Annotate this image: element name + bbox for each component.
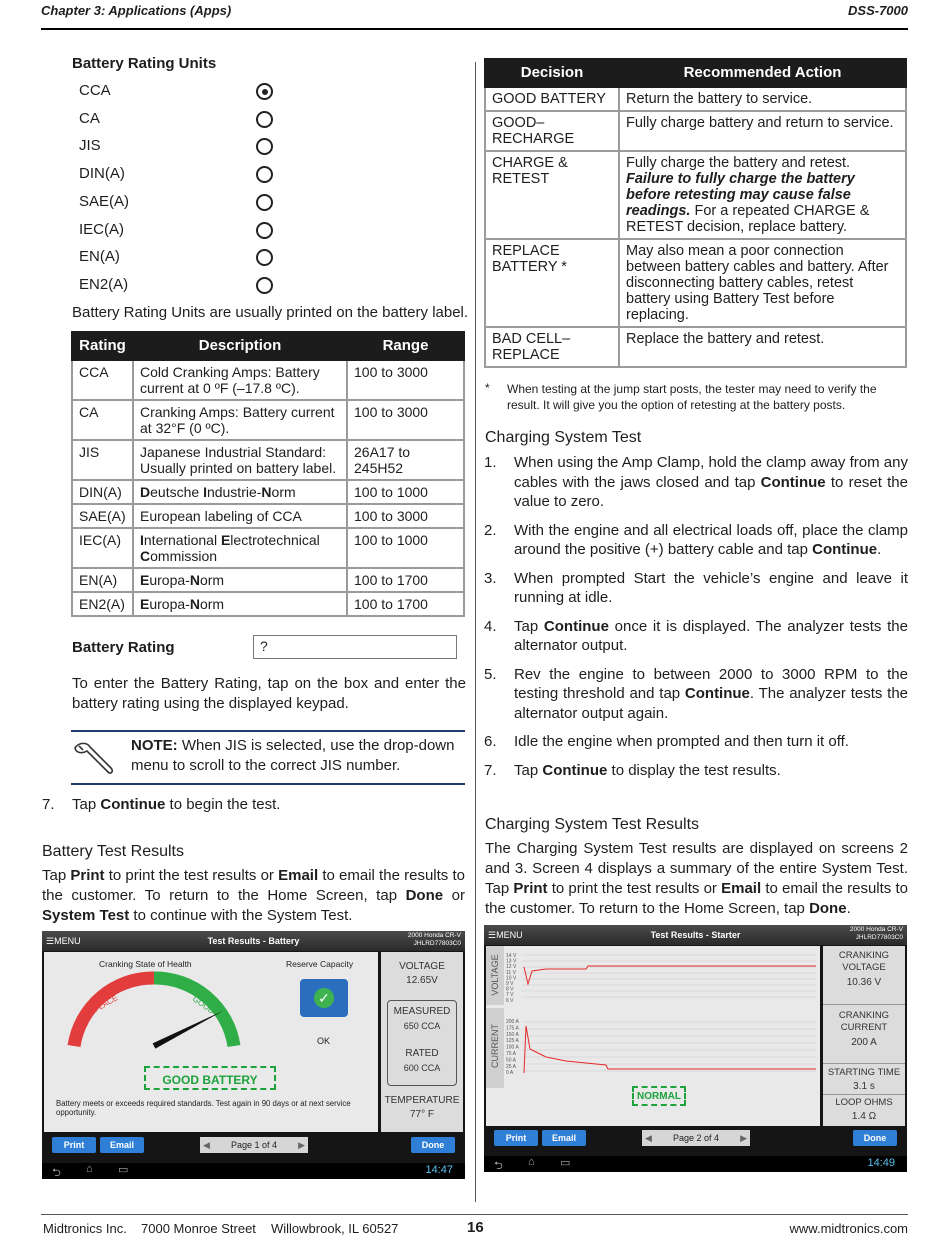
note-text	[131, 736, 465, 776]
rating-unit-option[interactable]	[79, 276, 279, 296]
back-icon[interactable]: ⮌	[494, 1160, 503, 1172]
description-cell: Deutsche Industrie-Norm	[133, 480, 347, 504]
rc-value: OK	[317, 1036, 331, 1046]
email-button[interactable]: Email	[542, 1130, 586, 1146]
results-sidebar	[823, 946, 905, 1126]
decision-cell: GOOD BATTERY	[485, 87, 619, 111]
gauge-needle	[153, 1011, 224, 1049]
table-row	[485, 111, 906, 151]
voltage-label: VOLTAGE	[399, 961, 445, 972]
decision-cell: CHARGE & RETEST	[485, 151, 619, 239]
rating-unit-option[interactable]	[79, 137, 279, 157]
decision-header: Decision	[485, 59, 619, 87]
page-indicator: ◀ Page 2 of 4 ▶	[642, 1130, 750, 1146]
voltage-tick-label: 9 V	[506, 981, 514, 987]
description-cell: Europa-Norm	[133, 592, 347, 616]
starter-results-screenshot	[484, 925, 907, 1172]
decision-badge: GOOD BATTERY	[144, 1066, 276, 1090]
current-tick-label: 0 A	[506, 1070, 514, 1077]
screen-topbar	[42, 931, 465, 951]
voltage-tick-label: 14 V	[506, 953, 517, 959]
measured-value: 650 CCA	[403, 1021, 441, 1031]
menu-button[interactable]: ☰MENU	[46, 936, 81, 946]
step-7-number: 7.	[42, 796, 55, 813]
column-divider	[475, 62, 476, 1202]
voltage-tick-label: 8 V	[506, 986, 514, 993]
footer-city: Willowbrook, IL 60527	[271, 1221, 399, 1236]
charging-step: 6. Idle the engine when prompted and then turn it off.	[484, 733, 849, 750]
screen-title: Test Results - Battery	[207, 936, 300, 946]
page-indicator: ◀ Page 1 of 4 ▶	[200, 1137, 308, 1153]
charging-results-title: Charging System Test Results	[485, 816, 700, 833]
battery-icon: ✓	[300, 979, 348, 1017]
current-tick-label: 100 A	[506, 1044, 519, 1051]
decision-cell: REPLACE BATTERY *	[485, 239, 619, 327]
battery-rating-instructions: To enter the Battery Rating, tap on the box and enter the battery rating using the displayed keypad.	[72, 675, 466, 712]
prev-page-icon[interactable]: ◀	[203, 1140, 210, 1150]
measured-label: MEASURED	[393, 1006, 451, 1017]
current-tick-label: 200 A	[506, 1019, 519, 1025]
next-page-icon[interactable]: ▶	[740, 1133, 747, 1143]
starting-time-label: STARTING TIME	[827, 1067, 901, 1078]
rating-unit-label: CCA	[79, 82, 111, 99]
battery-results-text: Tap Print to print the test results or Email to email the results to the customer. To return to the Home Screen, tap Done or System Test to continue with the System Test.	[42, 867, 465, 924]
decision-table	[484, 58, 907, 368]
rating-unit-label: CA	[79, 109, 100, 127]
temperature-label: TEMPERATURE	[384, 1095, 460, 1106]
cranking-current-label: CRANKING CURRENT	[838, 1010, 890, 1033]
home-icon[interactable]: ⌂	[528, 1156, 535, 1168]
current-tick-label: 150 A	[506, 1031, 519, 1038]
battery-rating-input[interactable]: ?	[253, 635, 457, 659]
footer-url: www.midtronics.com	[789, 1221, 908, 1236]
rating-unit-label: SAE(A)	[79, 192, 130, 210]
loop-ohms-value: 1.4 Ω	[851, 1111, 877, 1122]
current-tick-label: 25 A	[506, 1063, 517, 1070]
clock: 14:47	[425, 1164, 453, 1176]
note-prefix: NOTE:	[131, 737, 178, 754]
rating-cell: JIS	[72, 440, 133, 480]
rating-header: Rating	[72, 332, 133, 360]
voltage-tick-label: 11 V	[506, 969, 516, 976]
rated-value: 600 CCA	[403, 1063, 441, 1073]
rating-cell: EN2(A)	[72, 592, 133, 616]
action-cell: Fully charge the battery and retest. Failure to fully charge the battery before retesting may cause false readings. For a repeated CHARGE & RETEST decision, replace battery.	[619, 151, 906, 239]
rating-unit-label: EN(A)	[79, 248, 120, 266]
footer-street: 7000 Monroe Street	[141, 1221, 256, 1236]
charging-step: 4. Tap Continue once it is displayed. The analyzer tests the alternator output.	[484, 617, 908, 654]
range-header: Range	[347, 332, 464, 360]
radio-button[interactable]	[256, 222, 273, 239]
page-number: 16	[467, 1219, 484, 1236]
charging-results-text: The Charging System Test results are displayed on screens 2 and 3. Screen 4 displays a summary of the entire System Test. Tap Print to print the test results or Email to email the results to the customer. To return to the Home Screen, tap Done.	[485, 840, 908, 917]
current-tick-label: 125 A	[506, 1038, 519, 1045]
footer-company: Midtronics Inc.	[43, 1221, 127, 1236]
footnote-mark: *	[485, 381, 490, 395]
radio-button[interactable]	[256, 111, 273, 128]
radio-button[interactable]	[256, 194, 273, 211]
rating-cell: SAE(A)	[72, 504, 133, 528]
header-rule	[41, 28, 908, 30]
range-cell: 100 to 1000	[347, 528, 464, 568]
decision-cell: GOOD–RECHARGE	[485, 111, 619, 151]
action-cell: Fully charge battery and return to service.	[619, 111, 906, 151]
current-trace	[524, 1026, 816, 1073]
rating-unit-option[interactable]	[79, 110, 279, 130]
clock: 14:49	[867, 1157, 895, 1169]
range-cell: 100 to 1000	[347, 480, 464, 504]
table-row	[485, 87, 906, 111]
health-gauge	[64, 970, 244, 1050]
cca-box	[387, 1000, 457, 1086]
rating-unit-option[interactable]	[79, 82, 279, 102]
charging-step: 3. When prompted Start the vehicle’s engine and leave it running at idle.	[484, 569, 908, 606]
back-icon[interactable]: ⮌	[52, 1167, 61, 1179]
voltage-tick-label: 7 V	[506, 992, 514, 999]
radio-button[interactable]	[256, 249, 273, 266]
description-cell: Cold Cranking Amps: Battery current at 0 ºF (–17.8 ºC).	[133, 360, 347, 400]
print-button[interactable]: Print	[494, 1130, 538, 1146]
gauge-replace-label: REPLACE	[82, 993, 120, 1020]
table-row	[485, 327, 906, 367]
current-tick-label: 175 A	[506, 1025, 519, 1032]
recent-apps-icon[interactable]: ▭	[118, 1164, 129, 1176]
radio-button[interactable]	[256, 166, 273, 183]
rating-cell: CA	[72, 400, 133, 440]
soh-label: Cranking State of Health	[99, 959, 192, 969]
loop-ohms-label: LOOP OHMS	[835, 1097, 893, 1108]
table-row	[72, 504, 464, 528]
footnote-text: When testing at the jump start posts, the tester may need to verify the result. It will give you the option of retesting at the battery posts.	[507, 382, 877, 412]
results-sidebar	[381, 952, 463, 1132]
print-button[interactable]: Print	[52, 1137, 96, 1153]
description-cell: European labeling of CCA	[133, 504, 347, 528]
range-cell: 100 to 3000	[347, 504, 464, 528]
step-7-text: Tap Continue to begin the test.	[72, 796, 281, 813]
range-cell: 100 to 3000	[347, 360, 464, 400]
current-tick-label: 50 A	[506, 1057, 517, 1064]
rating-unit-label: JIS	[79, 137, 101, 155]
table-row	[72, 568, 464, 592]
gauge-good-label: GOOD	[190, 994, 217, 1016]
battery-results-title: Battery Test Results	[42, 843, 184, 860]
radio-button[interactable]	[256, 83, 273, 100]
table-row	[72, 528, 464, 568]
rating-table	[71, 331, 465, 617]
range-cell: 100 to 1700	[347, 568, 464, 592]
voltage-tick-label: 13 V	[506, 958, 517, 965]
chapter-title: Chapter 3: Applications (Apps)	[41, 3, 232, 18]
prev-page-icon[interactable]: ◀	[645, 1133, 652, 1143]
battery-results-screenshot	[42, 931, 465, 1179]
home-icon[interactable]: ⌂	[86, 1163, 93, 1175]
charging-step: 7. Tap Continue to display the test results.	[484, 761, 781, 779]
vehicle-info: 2000 Honda CR-V JHLRD77803C0	[849, 926, 903, 941]
note-box	[71, 730, 465, 785]
rating-unit-label: DIN(A)	[79, 165, 125, 183]
charging-steps	[484, 453, 908, 789]
table-row	[72, 360, 464, 400]
range-cell: 100 to 3000	[347, 400, 464, 440]
rating-unit-label: IEC(A)	[79, 220, 124, 238]
rating-cell: DIN(A)	[72, 480, 133, 504]
rating-unit-label: EN2(A)	[79, 275, 129, 293]
rating-units-title: Battery Rating Units	[72, 55, 217, 72]
vehicle-info: 2000 Honda CR-V JHLRD77803C0	[407, 932, 461, 947]
charging-step: 2. With the engine and all electrical loads off, place the clamp around the positive (+) battery cable and tap Continue.	[484, 521, 908, 558]
charging-title: Charging System Test	[485, 429, 642, 446]
voltage-value: 12.65V	[406, 975, 438, 986]
description-cell: Japanese Industrial Standard: Usually printed on battery label.	[133, 440, 347, 480]
radio-button[interactable]	[256, 138, 273, 155]
action-cell: Replace the battery and retest.	[619, 327, 906, 367]
range-cell: 100 to 1700	[347, 592, 464, 616]
wrench-icon	[71, 738, 117, 778]
description-header: Description	[133, 332, 347, 360]
android-navbar	[42, 1163, 465, 1179]
recent-apps-icon[interactable]: ▭	[560, 1157, 571, 1169]
status-badge: NORMAL	[632, 1086, 686, 1106]
footer-rule	[41, 1214, 908, 1215]
action-header: Recommended Action	[619, 59, 906, 87]
cranking-voltage-label: CRANKING VOLTAGE	[838, 950, 890, 973]
rating-unit-option[interactable]	[79, 221, 279, 241]
table-row	[485, 239, 906, 327]
current-axis-label: CURRENT	[490, 1024, 500, 1068]
description-cell: Europa-Norm	[133, 568, 347, 592]
android-navbar	[484, 1156, 907, 1172]
action-cell: Return the battery to service.	[619, 87, 906, 111]
decision-cell: BAD CELL–REPLACE	[485, 327, 619, 367]
charging-step: 1. When using the Amp Clamp, hold the clamp away from any cables with the jaws closed and tap Continue to reset the value to zero.	[484, 454, 908, 510]
screen-topbar	[484, 925, 907, 945]
decision-message: Battery meets or exceeds required standards. Test again in 90 days or at next service opportunity.	[56, 1099, 351, 1117]
note-body: When JIS is selected, use the drop-down menu to scroll to the correct JIS number.	[131, 737, 455, 774]
current-tick-label: 75 A	[506, 1051, 517, 1057]
rating-units-caption: Battery Rating Units are usually printed on the battery label.	[72, 304, 469, 321]
rated-label: RATED	[405, 1048, 439, 1059]
table-row	[72, 480, 464, 504]
rc-label: Reserve Capacity	[286, 959, 354, 969]
next-page-icon[interactable]: ▶	[298, 1140, 305, 1150]
cranking-current-value: 200 A	[851, 1037, 877, 1048]
rating-unit-option[interactable]	[79, 248, 279, 268]
table-row	[72, 592, 464, 616]
voltage-tick-label: 10 V	[506, 975, 517, 982]
table-row	[72, 440, 464, 480]
charging-step: 5. Rev the engine to between 2000 to 3000 RPM to the testing threshold and tap Continue. The analyzer tests the alternator output again.	[484, 665, 908, 722]
starter-graph	[506, 949, 818, 1085]
done-button[interactable]: Done	[411, 1137, 455, 1153]
rating-cell: IEC(A)	[72, 528, 133, 568]
description-cell: Cranking Amps: Battery current at 32°F (0 ºC).	[133, 400, 347, 440]
range-cell: 26A17 to 245H52	[347, 440, 464, 480]
starting-time-value: 3.1 s	[853, 1081, 875, 1092]
model-name: DSS-7000	[848, 3, 908, 18]
temperature-value: 77° F	[409, 1109, 434, 1120]
rating-unit-option[interactable]	[79, 193, 279, 213]
email-button[interactable]: Email	[100, 1137, 144, 1153]
menu-button[interactable]: ☰MENU	[488, 930, 523, 940]
battery-rating-label: Battery Rating	[72, 639, 175, 656]
voltage-axis-label: VOLTAGE	[490, 954, 500, 996]
table-row	[485, 151, 906, 239]
done-button[interactable]: Done	[853, 1130, 897, 1146]
description-cell: International Electrotechnical Commission	[133, 528, 347, 568]
radio-button[interactable]	[256, 277, 273, 294]
voltage-trace	[524, 966, 816, 984]
rating-unit-option[interactable]	[79, 165, 279, 185]
rating-cell: CCA	[72, 360, 133, 400]
voltage-tick-label: 6 V	[506, 997, 514, 1004]
screen-title: Test Results - Starter	[650, 930, 741, 940]
action-cell: May also mean a poor connection between battery cables and battery. After disconnecting battery cables, retest battery using Battery Test before replacing.	[619, 239, 906, 327]
graph-panel	[486, 946, 820, 1126]
cranking-voltage-value: 10.36 V	[846, 977, 882, 988]
table-row	[72, 400, 464, 440]
results-panel	[44, 952, 378, 1132]
voltage-tick-label: 12 V	[506, 964, 517, 971]
rating-cell: EN(A)	[72, 568, 133, 592]
